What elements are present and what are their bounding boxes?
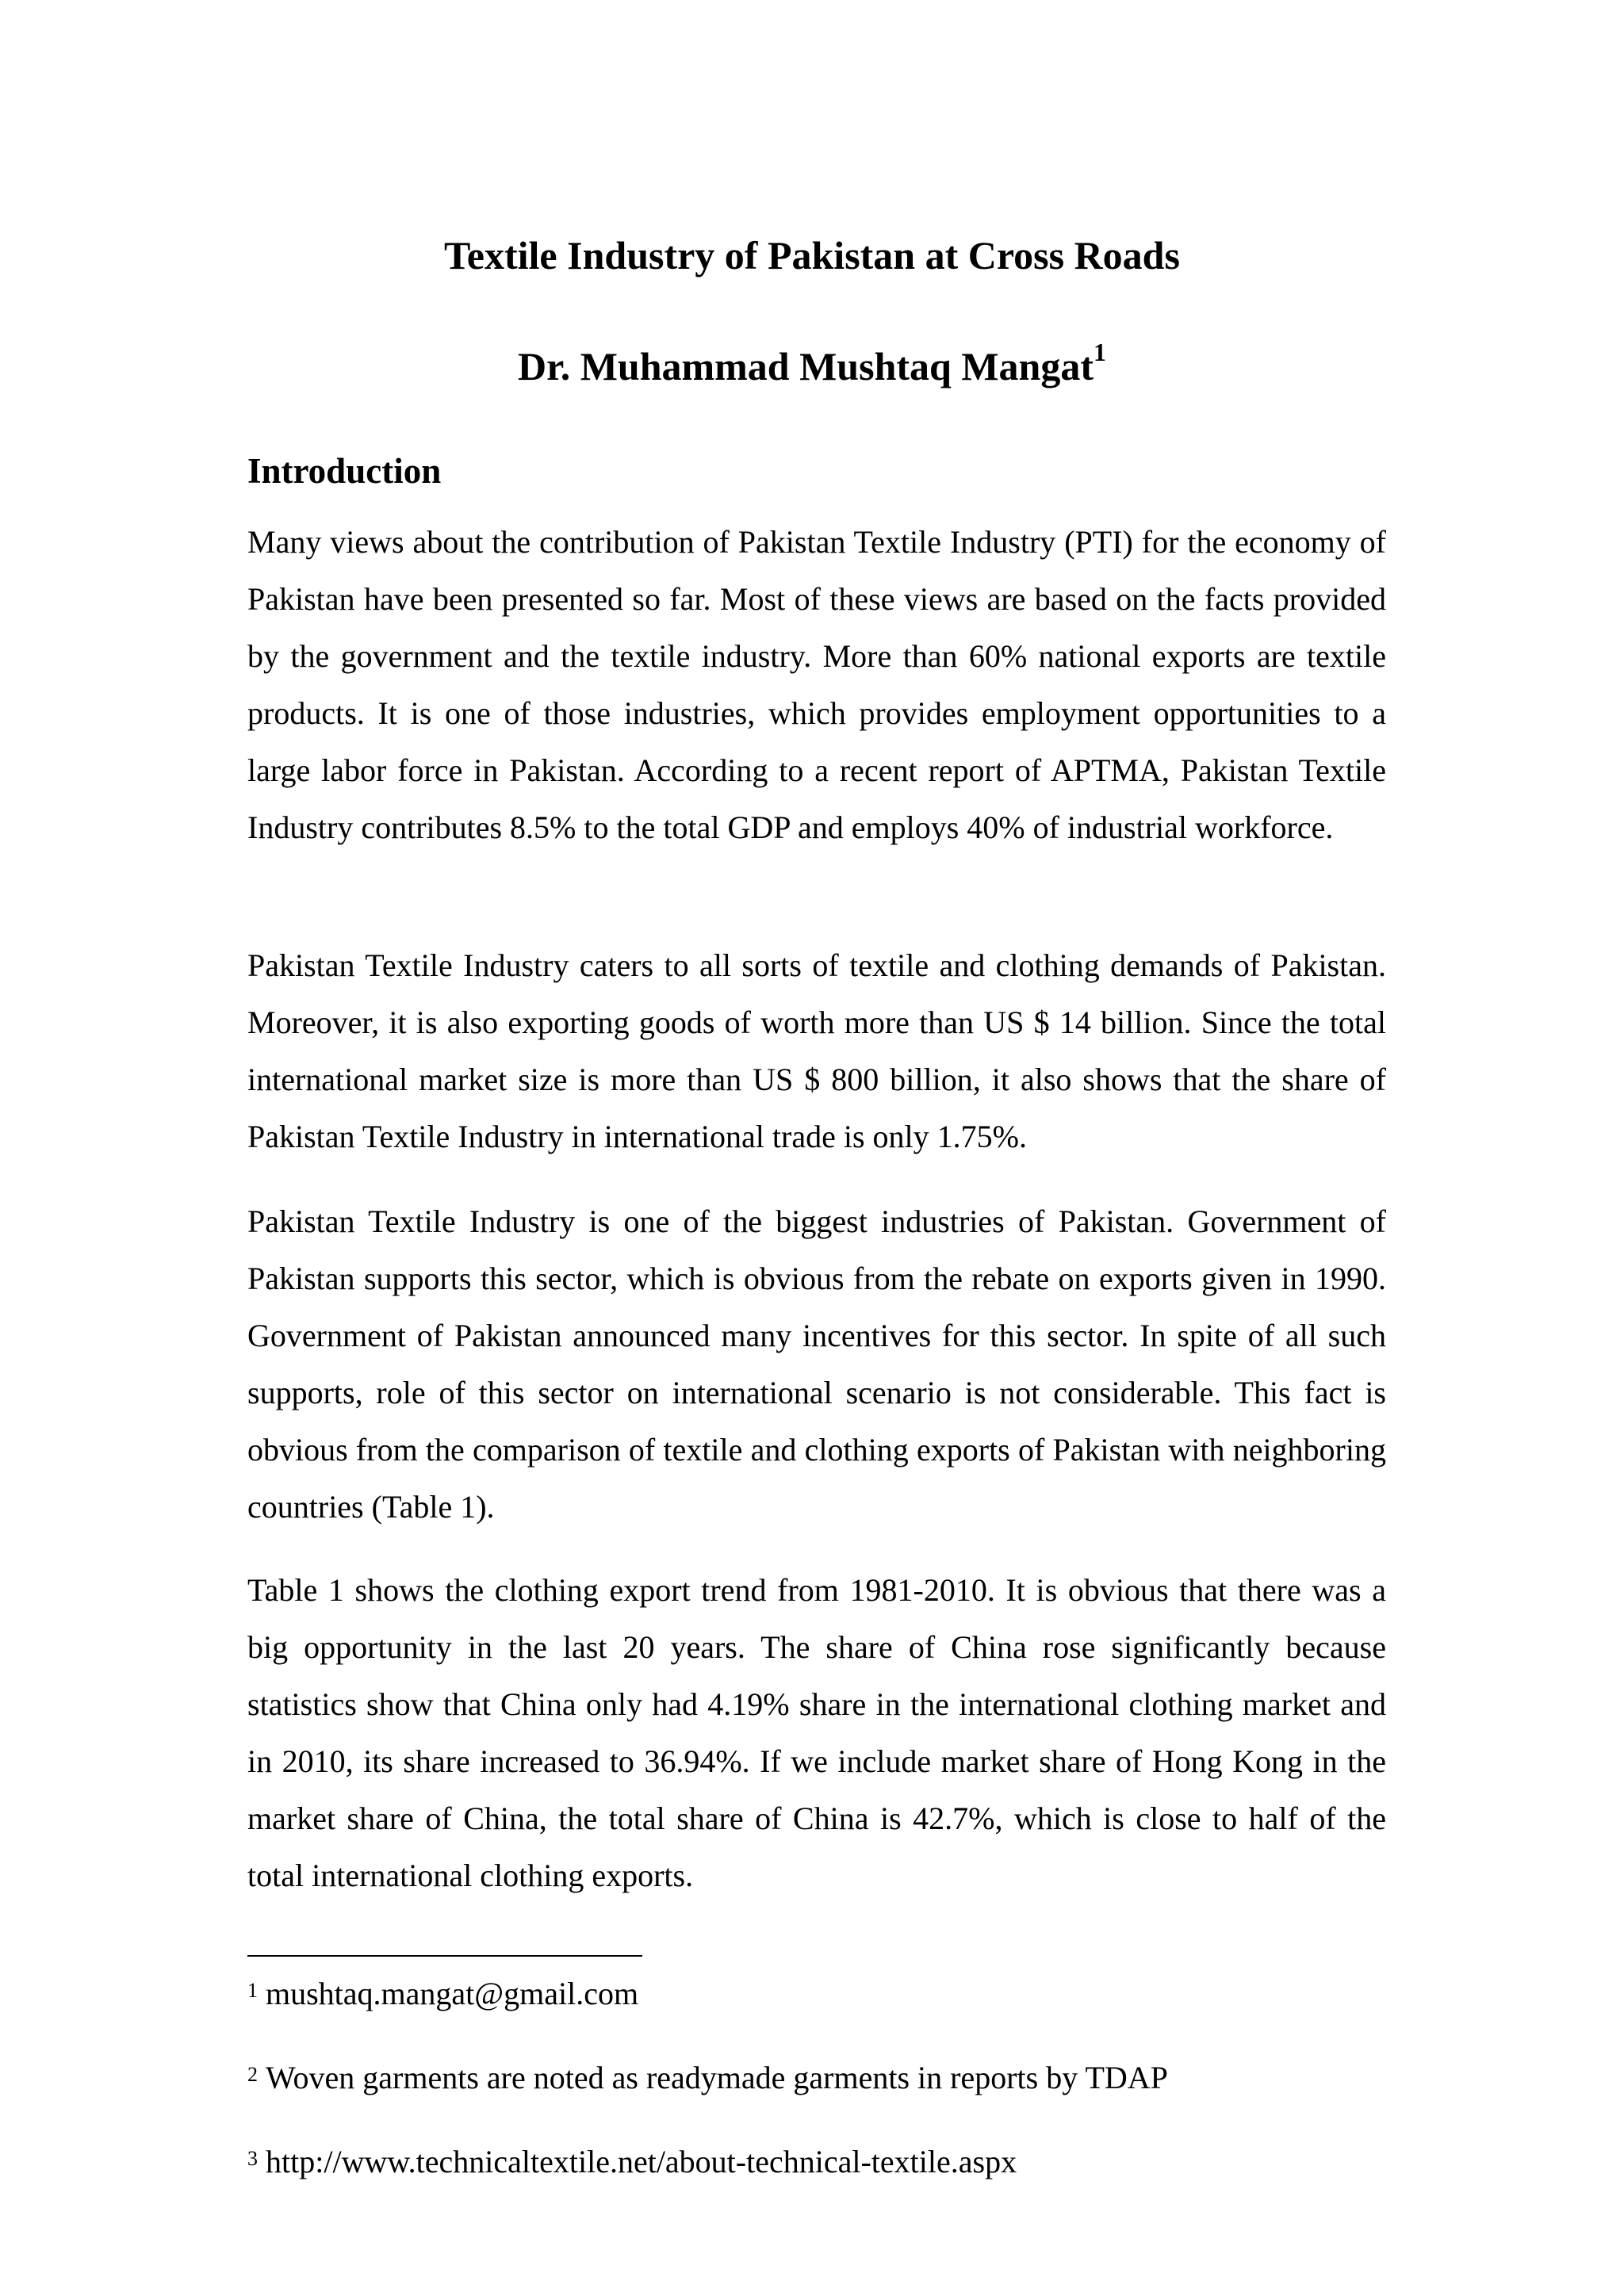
footnote [247,1974,1386,2014]
document-title: Textile Industry of Pakistan at Cross Roads [444,233,1180,277]
author-footnote-mark: 1 [1094,338,1106,367]
footnote-url-link[interactable]: http://www.technicaltextile.net/about-technical-textile.aspx [266,2144,1017,2179]
footnote-separator [247,1955,642,1957]
author-name: Dr. Muhammad Mushtaq Mangat [517,344,1094,388]
body-paragraph: Pakistan Textile Industry caters to all sorts of textile and clothing demands of Pakistan. Moreover, it is also exporting goods of worth more than US $ 14 billion. Since the total international market size is more than US $ 800 billion, it also shows that the share of Pakistan Textile Industry in international trade is only 1.75%. [247,947,1386,1154]
body-paragraph: Pakistan Textile Industry is one of the biggest industries of Pakistan. Government of Pakistan supports this sector, which is obvious from the rebate on exports given in 1990. Government of Pakistan announced many incentives for this sector. In spite of all such supports, role of this sector on international scenario is not considerable. This fact is obvious from the comparison of textile and clothing exports of Pakistan with neighboring countries (Table 1). [247,1203,1386,1525]
body-paragraph: Many views about the contribution of Pakistan Textile Industry (PTI) for the economy of Pakistan have been presented so far. Most of these views are based on the facts provided by the government and the textile industry. More than 60% national exports are textile products. It is one of those industries, which provides employment opportunities to a large labor force in Pakistan. According to a recent report of APTMA, Pakistan Textile Industry contributes 8.5% to the total GDP and employs 40% of industrial workforce. [247,524,1386,845]
footnote-mark: 1 [247,1979,258,2002]
footnote [247,2058,1386,2098]
footnote-mark: 3 [247,2147,258,2170]
section-heading-introduction: Introduction [247,451,442,491]
footnote-text: Woven garments are noted as readymade garments in reports by TDAP [266,2060,1168,2095]
body-paragraph: Table 1 shows the clothing export trend from 1981-2010. It is obvious that there was a big opportunity in the last 20 years. The share of China rose significantly because statistics show that China only had 4.19% share in the international clothing market and in 2010, its share increased to 36.94%. If we include market share of Hong Kong in the market share of China, the total share of China is 42.7%, which is close to half of the total international clothing exports. [247,1572,1386,1893]
footnote [247,2142,1386,2182]
footnote-email-link[interactable]: mushtaq.mangat@gmail.com [266,1976,639,2011]
author-line [0,338,1624,390]
footnote-mark: 2 [247,2063,258,2086]
